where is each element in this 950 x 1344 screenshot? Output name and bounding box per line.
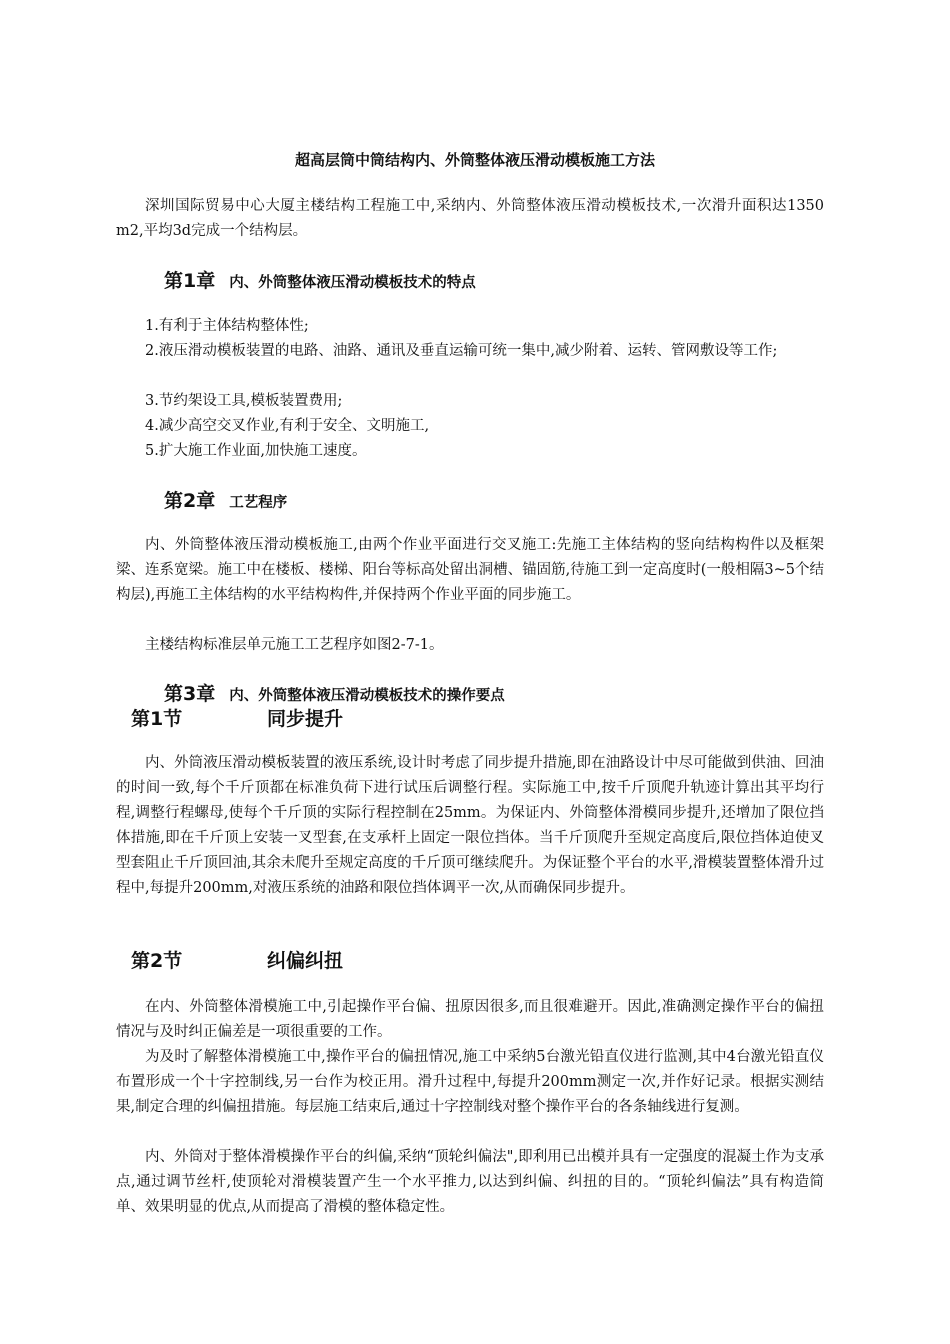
list-item: 1.有利于主体结构整体性;	[145, 318, 309, 334]
section-2-heading	[131, 946, 343, 973]
chapter-2-paragraph: 主楼结构标准层单元施工工艺程序如图2-7-1。	[145, 637, 444, 653]
section-1-title: 同步提升	[267, 708, 344, 730]
chapter-3-heading	[164, 679, 505, 706]
chapter-2-paragraph: 内、外筒整体液压滑动模板施工,由两个作业平面进行交叉施工:先施工主体结构的竖向结构构件以及框架梁、连系宽梁。施工中在楼板、楼梯、阳台等标高处留出洞槽、锚固筋,待施工到一定高度时(一般相隔3~5个结构层),再施工主体结构的水平结构构件,并保持两个作业平面的同步施工。	[116, 537, 824, 603]
chapter-2-number: 第2章	[164, 490, 216, 512]
list-item: 5.扩大施工作业面,加快施工速度。	[145, 443, 367, 459]
document-title: 超高层筒中筒结构内、外筒整体液压滑动模板施工方法	[294, 151, 655, 169]
chapter-1-heading	[164, 266, 476, 293]
list-item: 3.节约架设工具,模板装置费用;	[145, 393, 343, 409]
section-1-heading	[131, 704, 343, 731]
section-2-paragraph: 内、外筒对于整体滑模操作平台的纠偏,采纳“顶轮纠偏法",即利用已出模并具有一定强度的混凝土作为支承点,通过调节丝杆,使顶轮对滑模装置产生一个水平推力,以达到纠偏、纠扭的目的。“顶轮纠偏法”具有构造简单、效果明显的优点,从而提高了滑模的整体稳定性。	[116, 1149, 824, 1215]
intro-paragraph: 深圳国际贸易中心大厦主楼结构工程施工中,采纳内、外筒整体液压滑动模板技术,一次滑升面积达1350 m2,平均3d完成一个结构层。	[116, 198, 824, 239]
chapter-1-number: 第1章	[164, 270, 216, 292]
list-item: 2.液压滑动模板装置的电路、油路、通讯及垂直运输可统一集中,减少附着、运转、管网敷设等工作;	[145, 343, 778, 359]
section-2-number: 第2节	[131, 950, 183, 972]
chapter-3-title: 内、外筒整体液压滑动模板技术的操作要点	[229, 688, 505, 704]
section-2-paragraph: 为及时了解整体滑模施工中,操作平台的偏扭情况,施工中采纳5台激光铅直仪进行监测,其中4台激光铅直仪布置形成一个十字控制线,另一台作为校正用。滑升过程中,每提升200mm测定一次,并作好记录。根据实测结果,制定合理的纠偏扭措施。每层施工结束后,通过十字控制线对整个操作平台的各条轴线进行复测。	[116, 1049, 824, 1115]
chapter-3-number: 第3章	[164, 683, 216, 705]
chapter-2-heading	[164, 486, 287, 513]
section-2-title: 纠偏纠扭	[267, 950, 344, 972]
chapter-2-title: 工艺程序	[229, 495, 288, 511]
section-2-paragraph: 在内、外筒整体滑模施工中,引起操作平台偏、扭原因很多,而且很难避开。因此,准确测定操作平台的偏扭情况与及时纠正偏差是一项很重要的工作。	[116, 999, 824, 1040]
section-1-number: 第1节	[131, 708, 183, 730]
chapter-1-title: 内、外筒整体液压滑动模板技术的特点	[229, 275, 476, 291]
section-1-paragraph: 内、外筒液压滑动模板装置的液压系统,设计时考虑了同步提升措施,即在油路设计中尽可能做到供油、回油的时间一致,每个千斤顶都在标准负荷下进行试压后调整行程。实际施工中,按千斤顶爬升轨迹计算出其平均行程,调整行程螺母,使每个千斤顶的实际行程控制在25mm。为保证内、外筒整体滑模同步提升,还增加了限位挡体措施,即在千斤顶上安装一叉型套,在支承杆上固定一限位挡体。当千斤顶爬升至规定高度后,限位挡体迫使叉型套阻止千斤顶回油,其余未爬升至规定高度的千斤顶可继续爬升。为保证整个平台的水平,滑模装置整体滑升过程中,每提升200mm,对液压系统的油路和限位挡体调平一次,从而确保同步提升。	[116, 755, 824, 896]
list-item: 4.减少高空交叉作业,有利于安全、文明施工,	[145, 418, 430, 434]
